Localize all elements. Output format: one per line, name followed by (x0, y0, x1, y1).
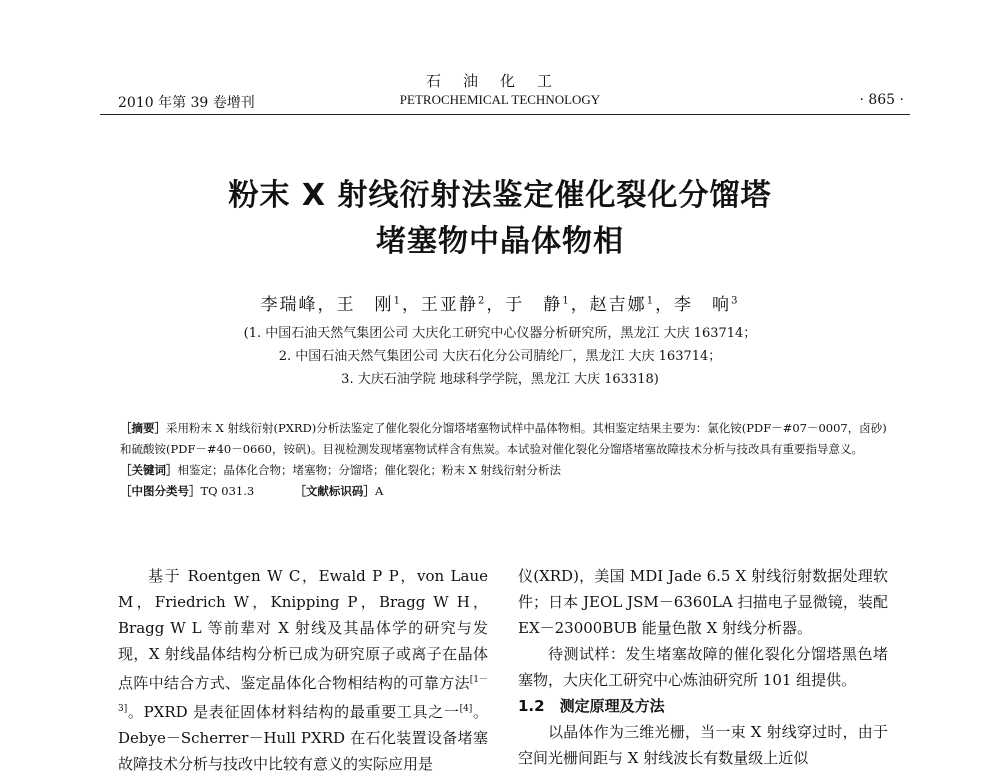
journal-name-cn: 石油化工 (425, 72, 574, 90)
author-list: 李瑞峰，王 刚$^1$，王亚静$^2$，于 静$^1$，赵吉娜$^1$，李 响$^3$ (260, 295, 740, 315)
body-column-left (118, 563, 488, 777)
sample-paragraph: 待测试样：发生堵塞故障的催化裂化分馏塔黑色堵塞物，大庆化工研究中心炼油研究所 101 组提供。 (518, 645, 888, 689)
keywords: ［关键词］相鉴定；晶体化合物；堵塞物；分馏塔；催化裂化；粉末 X 射线衍射分析法 (120, 463, 561, 477)
affiliation-3: 3. 大庆石油学院 地球科学学院，黑龙江 大庆 163318) (341, 372, 659, 387)
instrument-paragraph: 仪(XRD)，美国 MDI Jade 6.5 X 射线衍射数据处理软件；日本 JEOL JSM－6360LA 扫描电子显微镜，装配 EX－23000BUB 能量色散 X 射线分析器。 (518, 567, 888, 637)
intro-paragraph: 基于 Roentgen W C，Ewald P P，von Laue M，Friedrich W，Knipping P，Bragg W H，Bragg W L 等前辈对 X 射线及其晶体学的研究与发现，X 射线晶体结构分析已成为研究原子或离子在晶体点阵中结合方式、鉴定晶体化合物相结构的可靠方法[1－3]。PXRD 是表征固体材料结构的最重要工具之一[4]。Debye－Scherrer－Hull PXRD 在石化装置设备堵塞故障技术分析与技改中比较有意义的实际应用是 (118, 567, 488, 773)
title-line-1: 粉末 X 射线衍射法鉴定催化裂化分馏塔 (228, 178, 772, 213)
section-heading: 1.2 测定原理及方法 (518, 697, 665, 715)
body-column-right (518, 563, 888, 771)
header-rule (100, 114, 910, 115)
affiliation-2: 2. 中国石油天然气集团公司 大庆石化分公司腈纶厂，黑龙江 大庆 163714； (278, 349, 722, 364)
page-number: · 865 · (859, 92, 904, 108)
abstract-text: ［摘要］采用粉末 X 射线衍射(PXRD)分析法鉴定了催化裂化分馏塔堵塞物试样中晶体物相。其相鉴定结果主要为：氯化铵(PDF－#07－0007，卤砂)和硫酸铵(PDF－#40－0660，铵矾)。目视检测发现堵塞物试样含有焦炭。本试验对催化裂化分馏塔堵塞故障技术分析与技改具有重要指导意义。 (120, 421, 887, 456)
journal-name-en: PETROCHEMICAL TECHNOLOGY (399, 92, 601, 107)
classification: ［中图分类号］TQ 031.3 ［文献标识码］A (120, 484, 384, 498)
title-line-2: 堵塞物中晶体物相 (376, 224, 624, 259)
abstract-block (120, 418, 890, 502)
principle-paragraph: 以晶体作为三维光栅，当一束 X 射线穿过时，由于空间光栅间距与 X 射线波长有数量级上近似 (518, 723, 888, 767)
affiliation-1: (1. 中国石油天然气集团公司 大庆化工研究中心仪器分析研究所，黑龙江 大庆 163714； (243, 326, 757, 341)
issue-label: 2010 年第 39 卷增刊 (118, 95, 255, 111)
